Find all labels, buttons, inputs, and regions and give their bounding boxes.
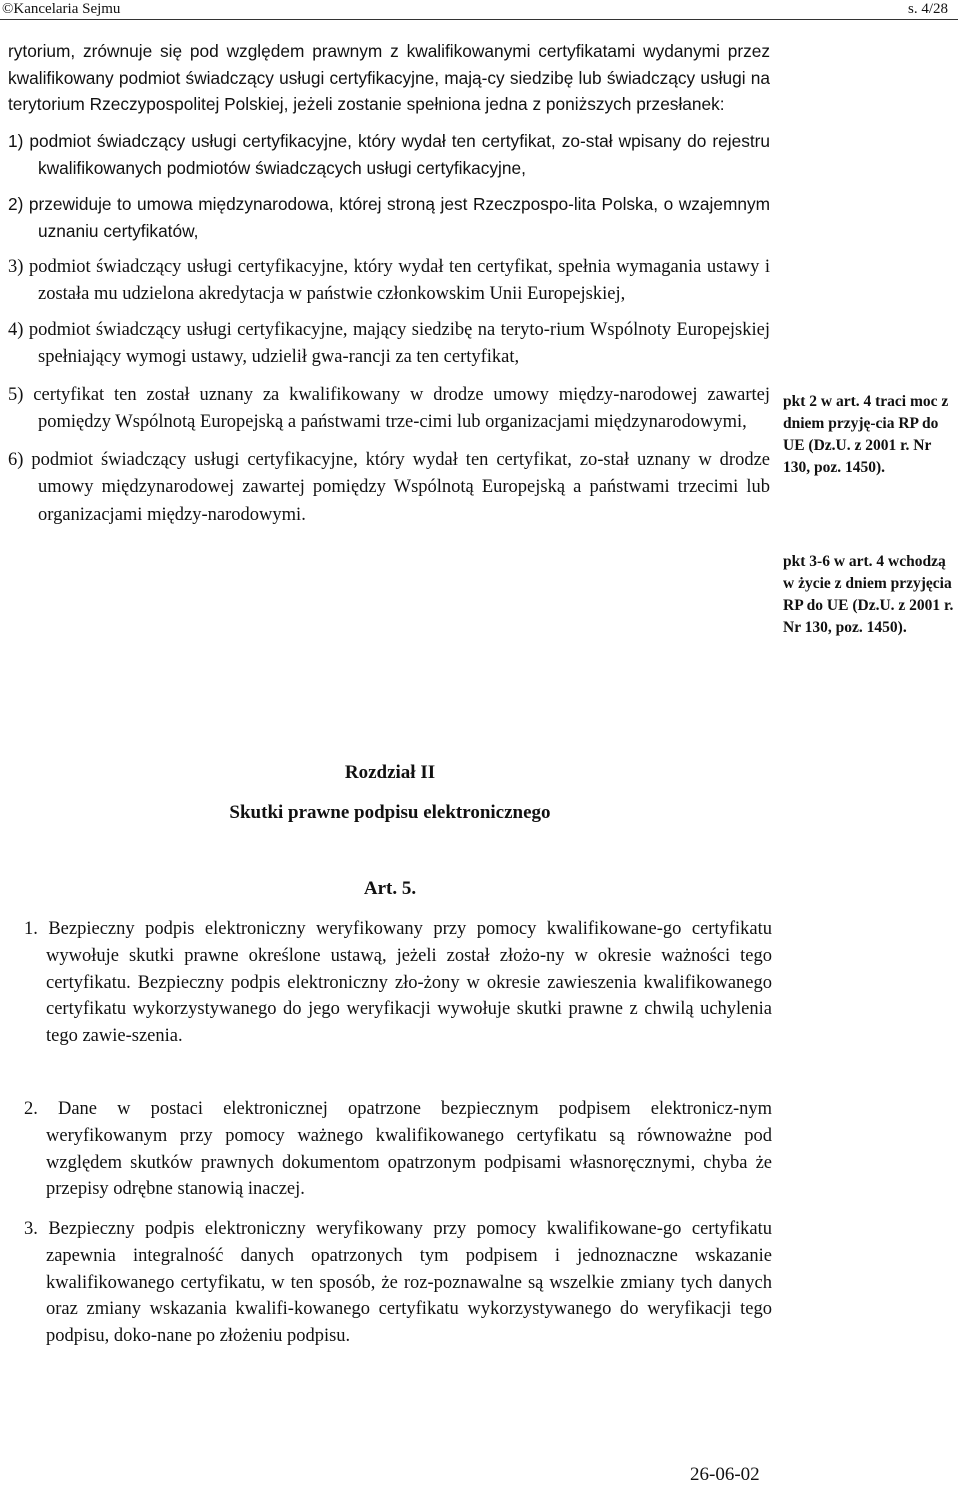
margin-note: pkt 2 w art. 4 traci moc z dniem przyję-cia RP do UE (Dz.U. z 2001 r. Nr 130, poz. 1450). <box>783 393 949 476</box>
list-item: 3) podmiot świadczący usługi certyfikacyjne, który wydał ten certyfikat, spełnia wymagania ustawy i została mu udzielona akredytacja w państwie członkowskim Unii Europejskiej, <box>8 256 770 304</box>
article-paragraph: 1. Bezpieczny podpis elektroniczny weryfikowany przy pomocy kwalifikowane-go certyfikatu wywołuje skutki prawne określone ustawą, jeżeli został złożo-ny w okresie ważności tego certyfikatu. Bezpieczny podpis elektroniczny zło-żony w okresie zawieszenia kwalifikowanego certyfikatu wykorzystywanego do jego weryfikacji wywołuje skutki prawne z chwilą uchylenia tego zawie-szenia. <box>24 919 772 1047</box>
list-item: 1) podmiot świadczący usługi certyfikacyjne, który wydał ten certyfikat, zo-stał wpisany do rejestru kwalifikowanych podmiotów świadczących usługi certyfikacyjne, <box>8 130 771 178</box>
article-paragraph: 3. Bezpieczny podpis elektroniczny weryfikowany przy pomocy kwalifikowane-go certyfikatu zapewnia integralność danych opatrzonych tym podpisem i jednoznaczne wskazanie kwalifikowanego certyfikatu, w ten sposób, że roz-poznawalne są wszelkie zmiany tych danych oraz zmiany wskazania kwalifi-kowanego certyfikatu wykorzystywanego do weryfikacji tego podpisu, doko-nane po złożeniu podpisu. <box>24 1219 772 1347</box>
list-item: 4) podmiot świadczący usługi certyfikacyjne, mający siedzibę na teryto-rium Wspólnoty Europejskiej spełniający wymogi ustawy, udzielił gwa-rancji za ten certyfikat, <box>8 319 770 367</box>
chapter-number: Rozdział II <box>344 762 436 783</box>
list-item: 2) przewiduje to umowa międzynarodowa, której stroną jest Rzeczpospo-lita Polska, o wzajemnym uznaniu certyfikatów, <box>8 193 771 241</box>
list-item: 5) certyfikat ten został uznany za kwalifikowany w drodze umowy między-narodowej zawartej pomiędzy Wspólnotą Europejską a państwami trze-cimi lub organizacjami międzynarodowymi, <box>8 384 770 432</box>
article-label: Art. 5. <box>363 878 417 899</box>
footer-date: 26-06-02 <box>690 1464 760 1485</box>
chapter-title: Skutki prawne podpisu elektronicznego <box>229 802 551 823</box>
article-paragraph: 2. Dane w postaci elektronicznej opatrzone bezpiecznym podpisem elektronicz-nym weryfikowanym przy pomocy ważnego kwalifikowanego certyfikatu są równoważne pod względem skutków prawnych dokumentom opatrzonym podpisami własnoręcznymi, chyba że przepisy odrębne stanowią inaczej. <box>24 1099 772 1200</box>
intro-paragraph: rytorium, zrównuje się pod względem prawnym z kwalifikowanymi certyfikatami wydanymi przez kwalifikowany podmiot świadczący usługi certyfikacyjne, mają-cy siedzibę lub świadczący usługi na terytorium Rzeczypospolitej Polskiej, jeżeli zostanie spełniona jedna z poniższych przesłanek: <box>8 41 770 114</box>
list-item: 6) podmiot świadczący usługi certyfikacyjne, który wydał ten certyfikat, zo-stał uznany w drodze umowy międzynarodowej zawartej pomiędzy Wspólnotą Europejską a państwami trzecimi lub organizacjami między-narodowymi. <box>8 449 770 525</box>
header-source: ©Kancelaria Sejmu <box>2 1 121 17</box>
article-4-continuation <box>8 38 770 529</box>
header-page-number: s. 4/28 <box>907 1 948 17</box>
margin-note: pkt 3-6 w art. 4 wchodzą w życie z dniem przyjęcia RP do UE (Dz.U. z 2001 r. Nr 130, poz. 1450). <box>783 553 954 636</box>
header-rule <box>0 19 958 20</box>
